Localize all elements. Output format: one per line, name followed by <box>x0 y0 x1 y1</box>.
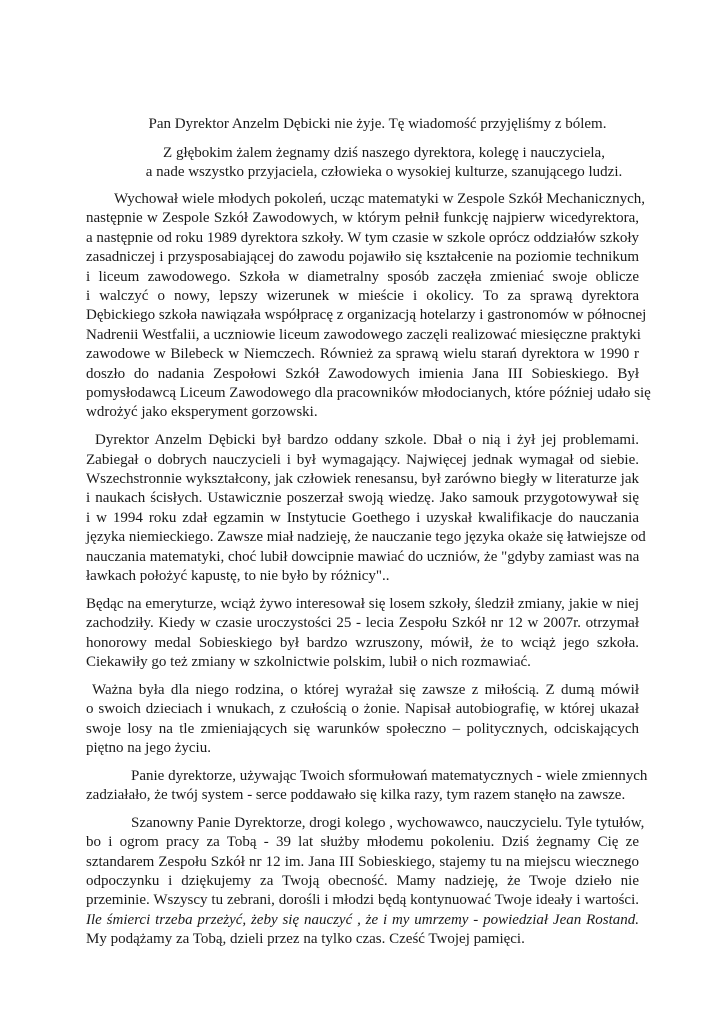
paragraph-2-line: i w 1994 roku zdał egzamin w Instytucie Goethego i uzyskał kwalifikacje do nauczania <box>86 510 639 526</box>
paragraph-2-line: Dyrektor Anzelm Dębicki był bardzo oddany szkole. Dbał o nią i żył jej problemami. <box>95 432 639 448</box>
paragraph-3-line: Ciekawiły go też zmiany w szkolnictwie polskim, lubił o nich rozmawiać. <box>86 654 531 670</box>
paragraph-3-line: honorowy medal Sobieskiego był bardzo wzruszony, mówił, że to wciąż jego szkoła. <box>86 635 639 651</box>
paragraph-2-line: Wszechstronnie wykształcony, jak człowiek renesansu, był zarówno biegły w literaturze jak <box>86 471 639 487</box>
paragraph-2-line: Zabiegał o dobrych nauczycieli i był wymagający. Najwięcej jednak wymagał od siebie. <box>86 452 639 468</box>
paragraph-3-line: zachodziły. Kiedy w czasie uroczystości 25 - lecia Zespołu Szkół nr 12 w 2007r. otrzymał <box>86 615 639 631</box>
paragraph-1-line: zawodowe w Bilebeck w Niemczech. Również za sprawą wielu starań dyrektora w 1990 r <box>86 346 639 362</box>
paragraph-1-line: zasadniczej i przysposabiającej do zawodu pojawiło się kształcenie na poziomie technikum <box>86 249 639 265</box>
paragraph-1-line: i liceum zawodowego. Szkoła w diametralny sposób zaczęła zmieniać swoje oblicze <box>86 269 639 285</box>
paragraph-6-line: odpoczynku i dziękujemy za Twoją obecność. Mamy nadzieję, że Twoje dzieło nie <box>86 873 639 889</box>
paragraph-4-line: o swoich dzieciach i wnukach, z czułością o żonie. Napisał autobiografię, w której ukazał <box>86 701 639 717</box>
paragraph-2-line: języka niemieckiego. Zawsze miał nadzieję, że nauczanie tego języka okaże się łatwiejsze od <box>86 529 646 545</box>
paragraph-5-line: zadziałało, że twój system - serce poddawało się kilka razy, tym razem stanęło na zawsze. <box>86 787 626 803</box>
closing-line: My podążamy za Tobą, dzieli przez na tylko czas. Cześć Twojej pamięci. <box>86 931 525 947</box>
heading: Pan Dyrektor Anzelm Dębicki nie żyje. Tę wiadomość przyjęliśmy z bólem. <box>148 116 607 132</box>
paragraph-1-line: Dębickiego szkoła nawiązała współpracę z organizacją hotelarzy i gastronomów w północnej <box>86 307 647 323</box>
paragraph-6-line: Szanowny Panie Dyrektorze, drogi kolego , wychowawco, nauczycielu. Tyle tytułów, <box>131 815 645 831</box>
paragraph-1-line: pomysłodawcą Liceum Zawodowego dla pracowników młodocianych, które później udało się <box>86 385 651 401</box>
intro-line: Z głębokim żalem żegnamy dziś naszego dyrektora, kolegę i nauczyciela, <box>163 145 605 161</box>
paragraph-1-line: i walczyć o nowy, lepszy wizerunek w mieście i okolicy. To za sprawą dyrektora <box>86 288 639 304</box>
paragraph-2-line: nauczania matematyki, choć lubił dowcipnie mawiać do uczniów, że "gdyby zamiast was na <box>86 549 640 565</box>
paragraph-3-line: Będąc na emeryturze, wciąż żywo interesował się losem szkoły, śledził zmiany, jakie w niej <box>86 596 639 612</box>
paragraph-2-line: i naukach ścisłych. Ustawicznie poszerzał swoją wiedzę. Jako samouk przygotowywał się <box>86 490 639 506</box>
paragraph-4-line: swoje losy na tle zmieniających się warunków społeczno – politycznych, odciskających <box>86 721 639 737</box>
paragraph-4-line: Ważna była dla niego rodzina, o której wyrażał się zawsze z miłością. Z dumą mówił <box>92 682 639 698</box>
paragraph-2-line: ławkach położyć kapustę, to nie było by różnicy".. <box>86 568 390 584</box>
paragraph-1-line: Wychował wiele młodych pokoleń, ucząc matematyki w Zespole Szkół Mechanicznych, <box>114 191 645 207</box>
paragraph-1-line: wdrożyć jako eksperyment gorzowski. <box>86 404 318 420</box>
paragraph-1-line: doszło do nadania Zespołowi Szkół Zawodowych imienia Jana III Sobieskiego. Był <box>86 366 639 382</box>
quote-line: Ile śmierci trzeba przeżyć, żeby się nauczyć , że i my umrzemy - powiedział Jean Rostand. <box>86 912 639 928</box>
paragraph-1-line: a następnie od roku 1989 dyrektora szkoły. W tym czasie w szkole oprócz oddziałów szkoły <box>86 230 639 246</box>
paragraph-6-line: bo i ogrom pracy za Tobą - 39 lat służby młodemu pokoleniu. Dziś żegnamy Cię ze <box>86 834 639 850</box>
paragraph-1-line: Nadrenii Westfalii, a uczniowie liceum zawodowego zaczęli realizować miesięczne praktyki <box>86 327 641 343</box>
paragraph-1-line: następnie w Zespole Szkół Zawodowych, w którym pełnił funkcję najpierw wicedyrektora, <box>86 210 639 226</box>
paragraph-6-line: przeminie. Wszyscy tu zebrani, dorośli i młodzi będą kontynuować Twoje ideały i wartości. <box>86 892 639 908</box>
paragraph-5-line: Panie dyrektorze, używając Twoich sformułowań matematycznych - wiele zmiennych <box>131 768 648 784</box>
intro-line: a nade wszystko przyjaciela, człowieka o wysokiej kulturze, szanującego ludzi. <box>145 164 623 180</box>
paragraph-6-line: sztandarem Zespołu Szkół nr 12 im. Jana III Sobieskiego, stajemy tu na miejscu wiecznego <box>86 854 639 870</box>
paragraph-4-line: piętno na jego życiu. <box>86 740 211 756</box>
